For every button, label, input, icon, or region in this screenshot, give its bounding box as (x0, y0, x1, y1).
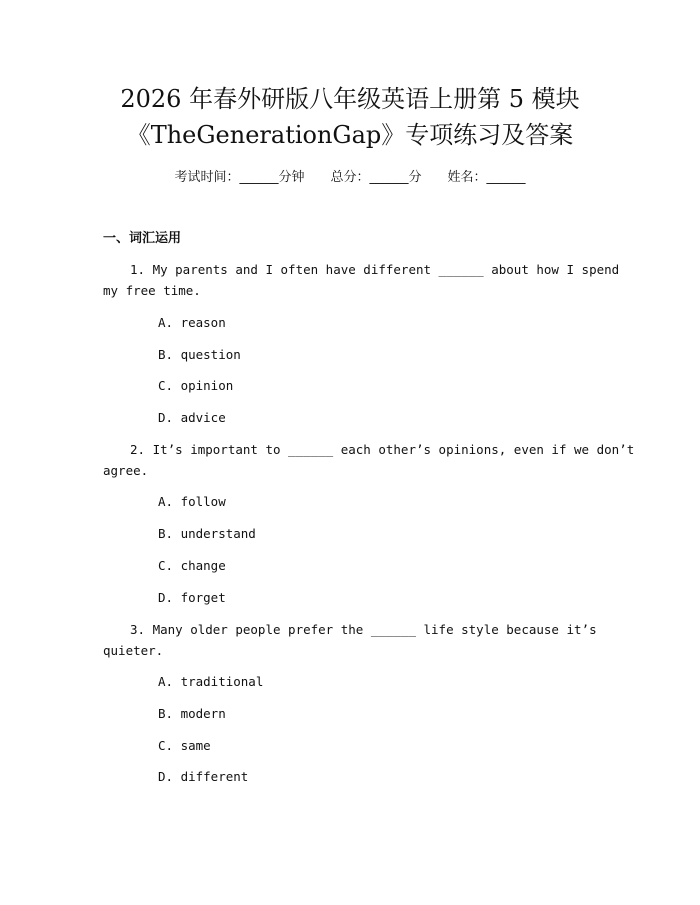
question-1-option-b: B. question (158, 347, 241, 362)
question-3-option-c: C. same (158, 738, 211, 753)
question-2-text-line-2: agree. (103, 463, 149, 478)
question-1-option-d: D. advice (158, 410, 226, 425)
question-1-option-c: C. opinion (158, 378, 234, 393)
question-1-option-a: A. reason (158, 315, 226, 330)
total-score-label: 总分：______分 (330, 170, 422, 185)
student-name-label: 姓名：______ (447, 170, 526, 185)
question-3 (103, 619, 603, 661)
question-3-text-line-2: quieter. (103, 643, 164, 658)
question-3-text-line-1: 3. Many older people prefer the ______ life style because it’s (130, 622, 597, 637)
question-2-option-b: B. understand (158, 526, 256, 541)
question-3-option-b: B. modern (158, 706, 226, 721)
question-1-text-line-2: my free time. (103, 283, 201, 298)
document-title-line-2: 《TheGenerationGap》专项练习及答案 (126, 121, 574, 149)
question-3-option-d: D. different (158, 769, 249, 784)
question-2 (103, 439, 635, 481)
document-title-line-1: 2026 年春外研版八年级英语上册第 5 模块 (120, 85, 580, 113)
question-2-option-d: D. forget (158, 590, 226, 605)
question-3-option-a: A. traditional (158, 674, 264, 689)
question-2-option-a: A. follow (158, 494, 226, 509)
question-1 (103, 259, 620, 301)
exam-time-label: 考试时间：______分钟 (174, 170, 305, 185)
exam-info (0, 168, 700, 188)
question-1-text-line-1: 1. My parents and I often have different ______ about how I spend (130, 262, 620, 277)
question-2-text-line-1: 2. It’s important to ______ each other’s opinions, even if we don’t (130, 442, 635, 457)
question-2-option-c: C. change (158, 558, 226, 573)
section-heading: 一、词汇运用 (103, 231, 182, 246)
